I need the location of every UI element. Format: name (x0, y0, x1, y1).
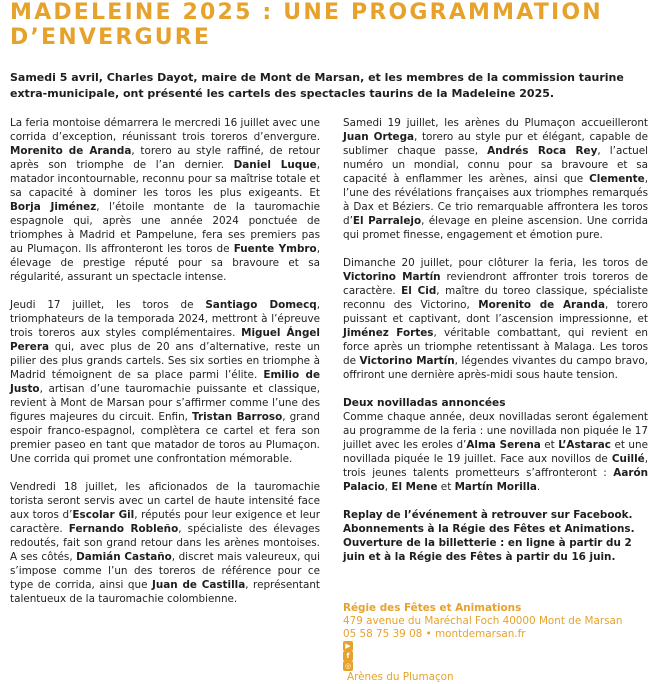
highlighted-name: Clemente (589, 173, 645, 185)
highlighted-name: Martín Morilla (454, 481, 537, 493)
social-handle: Arènes du Plumaçon (347, 671, 454, 683)
contact-phone-web[interactable]: 05 58 75 39 08 • montdemarsan.fr (343, 628, 526, 640)
subscriptions-line: Abonnements à la Régie des Fêtes et Animations. (343, 523, 635, 535)
highlighted-name: Victorino Martín (343, 271, 441, 283)
contact-address: 479 avenue du Maréchal Foch 40000 Mont de Marsan (343, 615, 623, 627)
highlighted-name: Cuillé (611, 453, 645, 465)
highlighted-name: El Cid (401, 285, 437, 297)
title-line-1: MADELEINE 2025 : UNE PROGRAMMATION (10, 0, 603, 25)
highlighted-name: Daniel Luque (233, 159, 317, 171)
highlighted-name: Fuente Ymbro (233, 243, 317, 255)
highlighted-name: Tristan Barroso (192, 411, 283, 423)
novilladas-heading: Deux novilladas annoncées (343, 397, 506, 409)
replay-line: Replay de l’événement à retrouver sur Facebook. (343, 509, 633, 521)
highlighted-name: Miguel Ángel Perera (10, 327, 320, 353)
paragraph-sunday: Dimanche 20 juillet, pour clôturer la feria, les toros de Victorino Martín reviendront affronter trois toreros de caractère. El Cid, maître du toreo classique, spécialiste reconnu des Victorino, Morenito de Aranda, torero puissant et captivant, dont l’ascension impressionne, et Jiménez Fortes, véritable combattant, qui revient en force après un triomphe retentissant à Malaga. Les toros de Victorino Martín, légendes vivantes du campo bravo, offriront une dernière après-midi sous haute tension. (343, 257, 649, 381)
contact-block (343, 602, 648, 684)
highlighted-name: Fernando Robleño (68, 523, 179, 535)
highlighted-name: Escolar Gil (72, 509, 135, 521)
highlighted-name: L’Astarac (558, 439, 611, 451)
social-links (343, 641, 648, 684)
highlighted-name: Emilio de Justo (10, 369, 320, 395)
highlighted-name: Victorino Martín (359, 355, 455, 367)
highlighted-name: Alma Serena (466, 439, 541, 451)
highlighted-name: El Mene (391, 481, 438, 493)
highlighted-name: Morenito de Aranda (478, 299, 605, 311)
youtube-icon[interactable]: ▶ (343, 641, 353, 651)
highlighted-name: Damián Castaño (76, 551, 172, 563)
replay-info (343, 508, 648, 564)
ticketing-line: Ouverture de la billetterie : en ligne à partir du 2 juin et à la Régie des Fêtes à partir du 16 juin. (343, 537, 632, 563)
highlighted-name: El Parralejo (352, 215, 422, 227)
highlighted-name: Juan de Castilla (151, 579, 246, 591)
paragraph-wednesday: La feria montoise démarrera le mercredi 16 juillet avec une corrida d’exception, réunissant trois toreros d’envergure. Morenito de Aranda, torero au style raffiné, de retour après son triomphe de l’an dernier. Daniel Luque, matador incontournable, reconnu pour sa maîtrise totale et sa capacité à dominer les toros les plus exigeants. Et Borja Jiménez, l’étoile montante de la tauromachie espagnole qui, après une année 2024 ponctuée de triomphes à Madrid et Pampelune, fera ses premiers pas au Plumaçon. Ils affronteront les toros de Fuente Ymbro, élevage de prestige réputé pour sa bravoure et sa régularité, assurant un spectacle intense. (10, 117, 321, 283)
highlighted-name: Juan Ortega (343, 131, 415, 143)
highlighted-name: Jiménez Fortes (343, 327, 434, 339)
article-title (10, 0, 650, 50)
article-lede: Samedi 5 avril, Charles Dayot, maire de Mont de Marsan, et les membres de la commission taurine extra-municipale, ont présenté les cartels des spectacles taurins de la Madeleine 2025. (10, 71, 624, 100)
highlighted-name: Santiago Domecq (205, 299, 317, 311)
title-line-2: D’ENVERGURE (10, 25, 212, 50)
highlighted-name: Aarón Palacio (343, 467, 648, 493)
facebook-icon[interactable]: f (343, 651, 353, 661)
right-column (343, 116, 648, 578)
paragraph-friday: Vendredi 18 juillet, les aficionados de la tauromachie torista seront servis avec un cartel de haute intensité face aux toros d’Escolar Gil, réputés pour leur exigence et leur caractère. Fernando Robleño, spécialiste des élevages redoutés, fait son grand retour dans les arènes montoises. A ses côtés, Damián Castaño, discret mais valeureux, qui s’impose comme l’un des toreros de référence pour ce type de corrida, ainsi que Juan de Castilla, représentant talentueux de la tauromachie colombienne. (10, 481, 320, 605)
paragraph-novilladas: Comme chaque année, deux novilladas seront également au programme de la feria : une novillada non piquée le 17 juillet avec les eroles d’Alma Serena et L’Astarac et une novillada piquée le 19 juillet. Face aux novillos de Cuillé, trois jeunes talents prometteurs s’affronteront : Aarón Palacio, El Mene et Martín Morilla. (343, 411, 648, 493)
highlighted-name: Andrés Roca Rey (487, 145, 598, 157)
paragraph-saturday: Samedi 19 juillet, les arènes du Plumaçon accueilleront Juan Ortega, torero au style pur et élégant, capable de sublimer chaque passe, Andrés Roca Rey, l’actuel numéro un mondial, connu pour sa bravoure et sa capacité à enflammer les arènes, ainsi que Clemente, l’une des révélations françaises aux triomphes remarqués à Dax et Béziers. Ce trio remarquable affrontera les toros d’El Parralejo, élevage en pleine ascension. Une corrida qui promet finesse, engagement et émotion pure. (343, 117, 648, 241)
highlighted-name: Borja Jiménez (10, 201, 97, 213)
contact-org: Régie des Fêtes et Animations (343, 602, 522, 614)
instagram-icon[interactable]: ◎ (344, 662, 352, 670)
highlighted-name: Morenito de Aranda (10, 145, 132, 157)
paragraph-thursday: Jeudi 17 juillet, les toros de Santiago Domecq, triomphateurs de la temporada 2024, mettront à l’épreuve trois toreros aux styles complémentaires. Miguel Ángel Perera qui, avec plus de 20 ans d’alternative, reste un pilier des plus grands cartels. Ses six sorties en triomphe à Madrid témoignent de sa place parmi l’élite. Emilio de Justo, artisan d’une tauromachie puissante et classique, revient à Mont de Marsan pour s’affirmer comme l’une des figures majeures du circuit. Enfin, Tristan Barroso, grand espoir franco-espagnol, complètera ce cartel et fera son premier paseo en tant que matador de toros au Plumaçon. Une corrida qui promet une confrontation mémorable. (10, 299, 320, 465)
left-column (10, 116, 320, 620)
